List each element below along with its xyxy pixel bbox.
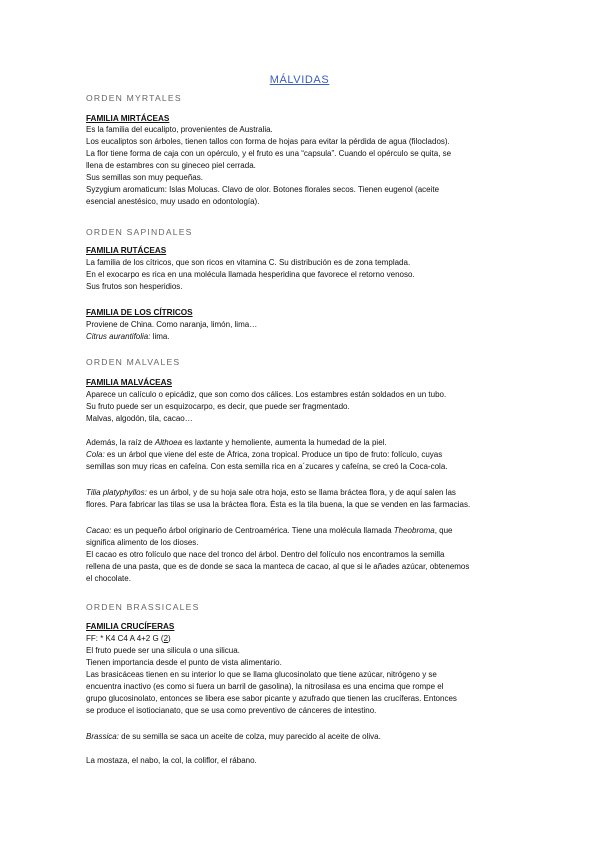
family-heading-rutaceas: FAMILIA RUTÁCEAS xyxy=(86,246,167,255)
text-fragment: FF: * K4 C4 A 4+2 G ( xyxy=(86,634,164,643)
text-fragment: ) xyxy=(168,634,171,643)
text-line: Su fruto puede ser un esquizocarpo, es decir, que puede ser fragmentado. xyxy=(86,402,350,411)
text-line: Los eucaliptos son árboles, tienen tallos con forma de hojas para evitar la pérdida de agua (filoclados). xyxy=(86,137,450,146)
text-line xyxy=(86,488,516,498)
text-line: Sus semillas son muy pequeñas. xyxy=(86,173,203,182)
family-heading-citricos: FAMILIA DE LOS CÍTRICOS xyxy=(86,308,193,317)
text-line: Es la familia del eucalipto, provenientes de Australia. xyxy=(86,125,273,134)
text-line: el chocolate. xyxy=(86,574,131,583)
text-line xyxy=(86,450,516,460)
text-fragment: es un árbol, y de su hoja sale otra hoja, esto se llama bráctea flora, y de aquí salen las xyxy=(146,488,456,497)
text-fragment: es laxtante y hemoliente, aumenta la humedad de la piel. xyxy=(182,438,387,447)
text-line xyxy=(86,438,516,448)
text-line: llena de estambres con su gineceo piel cerrada. xyxy=(86,161,256,170)
text-line: El fruto puede ser una silicula o una silicua. xyxy=(86,646,240,655)
family-heading-malvaceas: FAMILIA MALVÁCEAS xyxy=(86,378,172,387)
order-heading-myrtales: ORDEN MYRTALES xyxy=(86,93,182,103)
text-line: encuentra inactivo (es como si fuera un barril de gasolina), la nitrosilasa es una encima que rompe el xyxy=(86,682,444,691)
text-fragment: es un pequeño árbol originario de Centroamérica. Tiene una molécula llamada xyxy=(111,526,394,535)
text-line: esencial anestésico, muy usado en odontología). xyxy=(86,197,260,206)
floral-formula xyxy=(86,634,516,644)
text-fragment: , que xyxy=(434,526,453,535)
text-line: flores. Para fabricar las tilas se usa la bráctea flora. Ésta es la tila buena, la que se venden en las farmacias. xyxy=(86,500,471,509)
text-fragment: Además, la raíz de xyxy=(86,438,155,447)
page-title: MÁLVIDAS xyxy=(269,74,330,86)
text-fragment: lima. xyxy=(150,332,170,341)
text-fragment: de su semilla se saca un aceite de colza, muy parecido al aceite de oliva. xyxy=(118,732,381,741)
text-line: Proviene de China. Como naranja, limón, lima… xyxy=(86,320,258,329)
text-fragment: 2 xyxy=(163,634,169,643)
text-line xyxy=(86,526,516,536)
text-line: Aparece un calículo o epicádiz, que son como dos cálices. Los estambres están soldados en un tubo. xyxy=(86,390,447,399)
text-line: grupo glucosinolato, entonces se libera ese sabor picante y azufrado que tienen las crucíferas. Entonces xyxy=(86,694,457,703)
text-line: La flor tiene forma de caja con un opérculo, y el fruto es una “capsula”. Cuando el opérculo se quita, se xyxy=(86,149,452,158)
text-line: rellena de una pasta, que es de donde se saca la manteca de cacao, al que si le añades azúcar, obtenemos xyxy=(86,562,470,571)
species-name: Cacao: xyxy=(86,526,112,535)
text-line: La mostaza, el nabo, la col, la coliflor, el rábano. xyxy=(86,756,257,765)
order-heading-malvales: ORDEN MALVALES xyxy=(86,357,181,367)
species-name: Citrus aurantifolia: xyxy=(86,332,151,341)
text-line: En el exocarpo es rica en una molécula llamada hesperidina que favorece el retorno venoso. xyxy=(86,270,415,279)
text-fragment: es un árbol que viene del este de África, zona tropical. Produce un tipo de fruto: folículo, cuyas xyxy=(104,450,443,459)
species-name: Althoea xyxy=(154,438,183,447)
order-heading-sapindales: ORDEN SAPINDALES xyxy=(86,227,193,237)
text-line: La familia de los cítricos, que son ricos en vitamina C. Su distribución es de zona templada. xyxy=(86,258,411,267)
text-line: Las brasicáceas tienen en su interior lo que se llama glucosinolato que tiene azúcar, nitrógeno y se xyxy=(86,670,437,679)
species-name: Tilia platyphyllos: xyxy=(86,488,147,497)
text-line: Syzygium aromaticum: Islas Molucas. Clavo de olor. Botones florales secos. Tienen eugenol (aceite xyxy=(86,185,440,194)
text-line xyxy=(86,732,516,742)
text-line: Malvas, algodón, tila, cacao… xyxy=(86,414,193,423)
species-name: Theobroma xyxy=(393,526,435,535)
text-line xyxy=(86,332,516,342)
family-heading-mirtaceas: FAMILIA MIRTÁCEAS xyxy=(86,114,170,123)
text-line: Tienen importancia desde el punto de vista alimentario. xyxy=(86,658,282,667)
text-line: Sus frutos son hesperidios. xyxy=(86,282,183,291)
text-line: semillas son muy ricas en cafeína. Con esta semilla rica en a´zucares y cafeína, se creó la Coca-cola. xyxy=(86,462,448,471)
species-name: Cola: xyxy=(86,450,105,459)
text-line: El cacao es otro folículo que nace del tronco del árbol. Dentro del folículo nos encontramos la semilla xyxy=(86,550,445,559)
text-line: significa alimento de los dioses. xyxy=(86,538,199,547)
family-heading-cruciferas: FAMILIA CRUCÍFERAS xyxy=(86,622,175,631)
species-name: Brassica: xyxy=(86,732,119,741)
order-heading-brassicales: ORDEN BRASSICALES xyxy=(86,602,200,612)
text-line: se produce el isotiocianato, que se usa como preventivo de cánceres de intestino. xyxy=(86,706,377,715)
